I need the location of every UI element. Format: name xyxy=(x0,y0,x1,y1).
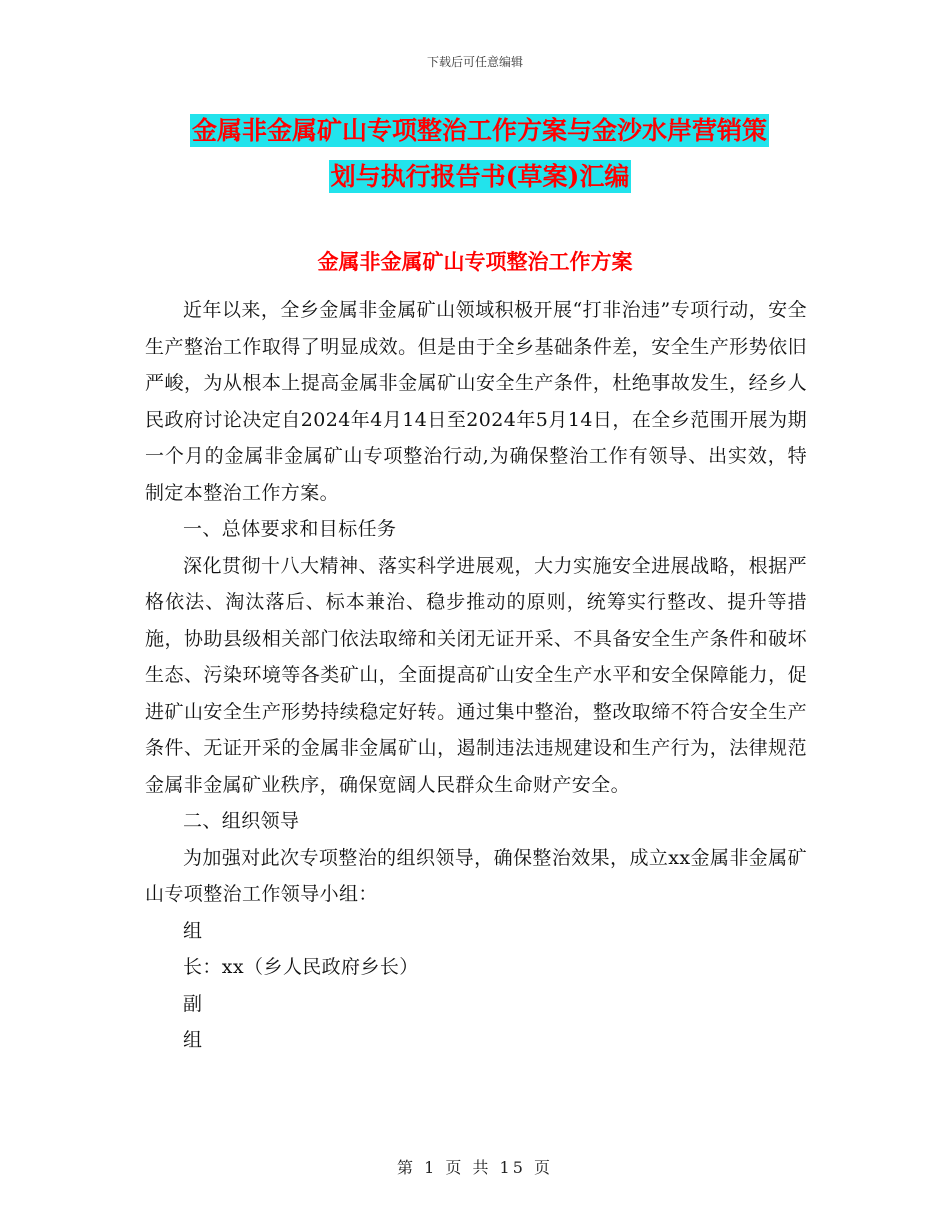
list-line-4: 组 xyxy=(183,1029,203,1051)
document-title xyxy=(145,108,815,200)
section-title: 金属非金属矿山专项整治工作方案 xyxy=(317,249,633,274)
list-line-3: 副 xyxy=(183,992,203,1015)
list-line-1: 组 xyxy=(183,919,203,942)
paragraph-organization: 为加强对此次专项整治的组织领导，确保整治效果，成立xx金属非金属矿山专项整治工作领导小组： xyxy=(145,846,807,905)
title-line-2: 划与执行报告书(草案)汇编 xyxy=(330,162,630,191)
page-footer: 第 1 页 共 15 页 xyxy=(397,1158,553,1177)
list-line-2: 长：xx（乡人民政府乡长） xyxy=(183,956,419,978)
paragraph-intro: 近年以来，全乡金属非金属矿山领域积极开展“打非治违”专项行动，安全生产整治工作取得了明显成效。但是由于全乡基础条件差，安全生产形势依旧严峻，为从根本上提高金属非金属矿山安全生产条件，杜绝事故发生，经乡人民政府讨论决定自2024年4月14日至2024年5月14日，在全乡范围开展为期一个月的金属非金属矿山专项整治行动,为确保整治工作有领导、出实效，特制定本整治工作方案。 xyxy=(145,299,807,504)
header-note: 下载后可任意编辑 xyxy=(426,55,523,69)
document-body xyxy=(145,292,807,1059)
heading-general-requirements: 一、总体要求和目标任务 xyxy=(183,518,397,540)
heading-organization: 二、组织领导 xyxy=(183,810,300,832)
title-line-1: 金属非金属矿山专项整治工作方案与金沙水岸营销策 xyxy=(192,116,768,145)
paragraph-requirements: 深化贯彻十八大精神、落实科学进展观，大力实施安全进展战略，根据严格依法、淘汰落后、标本兼治、稳步推动的原则，统筹实行整改、提升等措施，协助县级相关部门依法取缔和关闭无证开采、不具备安全生产条件和破坏生态、污染环境等各类矿山，全面提高矿山安全生产水平和安全保障能力，促进矿山安全生产形势持续稳定好转。通过集中整治，整改取缔不符合安全生产条件、无证开采的金属非金属矿山，遏制违法违规建设和生产行为，法律规范金属非金属矿业秩序，确保宽阔人民群众生命财产安全。 xyxy=(145,554,807,796)
